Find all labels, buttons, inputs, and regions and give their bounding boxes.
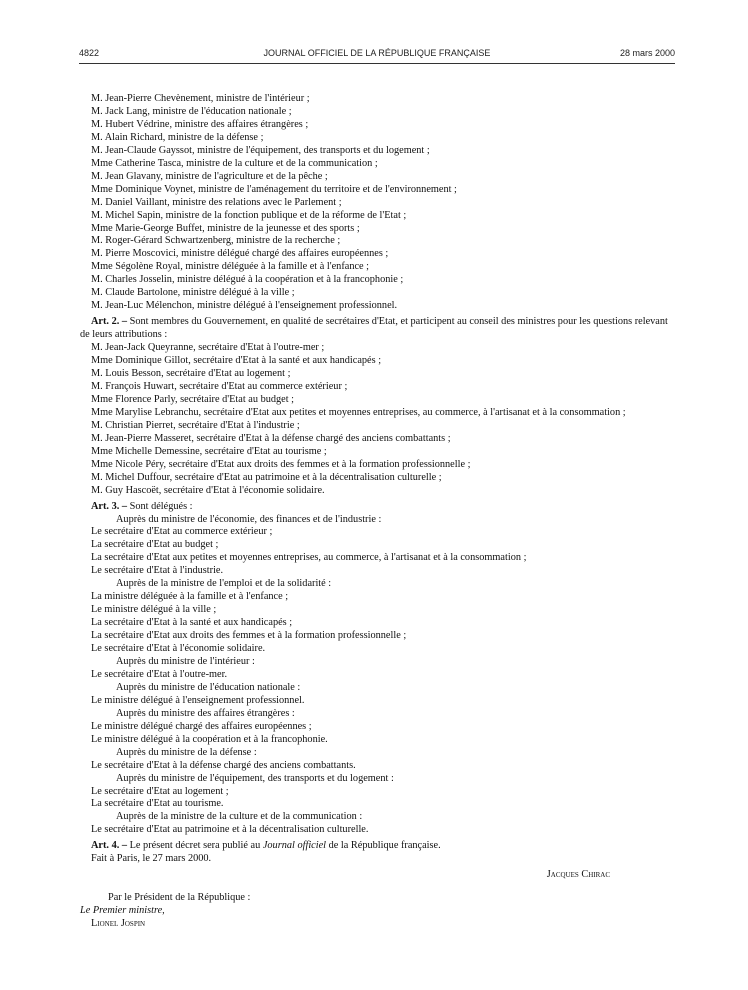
list-item: M. Claude Bartolone, ministre délégué à la ville ;: [91, 287, 295, 299]
list-item: M. Jack Lang, ministre de l'éducation nationale ;: [91, 105, 292, 117]
journal-title: JOURNAL OFFICIEL DE LA RÉPUBLIQUE FRANÇAISE: [263, 48, 491, 58]
article-4: [80, 840, 676, 853]
article-4-text-end: de la République française.: [326, 840, 441, 852]
list-item: M. Jean Glavany, ministre de l'agriculture et de la pêche ;: [91, 170, 328, 182]
group-title: Auprès du ministre de l'économie, des finances et de l'industrie :: [116, 513, 382, 525]
article-2: [80, 316, 676, 342]
list-item: M. Jean-Claude Gayssot, ministre de l'équipement, des transports et du logement ;: [91, 144, 430, 156]
list-item: Le secrétaire d'Etat à la défense chargé des anciens combattants.: [91, 759, 356, 771]
delegation-group: [80, 708, 676, 747]
list-item: M. Daniel Vaillant, ministre des relations avec le Parlement ;: [91, 196, 342, 208]
list-item: M. Charles Josselin, ministre délégué à la coopération et à la francophonie ;: [91, 274, 404, 286]
list-item: Le ministre délégué à la ville ;: [91, 604, 217, 616]
list-item: Mme Dominique Voynet, ministre de l'aménagement du territoire et de l'environnement ;: [91, 183, 457, 195]
article-4-text: Le présent décret sera publié au: [129, 840, 263, 852]
delegation-group: [80, 514, 676, 579]
list-item: Mme Ségolène Royal, ministre déléguée à la famille et à l'enfance ;: [91, 261, 370, 273]
by-president: Par le Président de la République :: [108, 892, 251, 904]
list-item: La secrétaire d'Etat au tourisme.: [91, 798, 224, 810]
list-item: M. Jean-Luc Mélenchon, ministre délégué à l'enseignement professionnel.: [91, 300, 398, 312]
list-item: Mme Nicole Péry, secrétaire d'Etat aux droits des femmes et à la formation professionnelle ;: [91, 458, 471, 470]
list-item: M. Jean-Pierre Masseret, secrétaire d'Etat à la défense chargé des anciens combattants ;: [91, 432, 451, 444]
group-title: Auprès de la ministre de la culture et de la communication :: [116, 811, 363, 823]
list-item: La secrétaire d'Etat aux petites et moyennes entreprises, au commerce, à l'artisanat et à la consommation ;: [91, 552, 527, 564]
decree-body: [80, 93, 676, 931]
delegation-group: [80, 656, 676, 682]
delegation-group: [80, 811, 676, 837]
list-item: Le secrétaire d'Etat au commerce extérieur ;: [91, 526, 273, 538]
list-item: M. Jean-Pierre Chevènement, ministre de l'intérieur ;: [91, 93, 310, 104]
list-item: La ministre déléguée à la famille et à l'enfance ;: [91, 591, 289, 603]
delegation-group: [80, 682, 676, 708]
list-item: Le ministre délégué chargé des affaires européennes ;: [91, 720, 312, 732]
article-2-text: Sont membres du Gouvernement, en qualité de secrétaires d'Etat, et participent au conseil des ministres pour les questions relevant de leurs attributions :: [80, 316, 668, 341]
list-item: M. François Huwart, secrétaire d'Etat au commerce extérieur ;: [91, 380, 348, 392]
list-item: La secrétaire d'Etat aux droits des femmes et à la formation professionnelle ;: [91, 630, 407, 642]
article-3-text: Sont délégués :: [129, 500, 193, 512]
done-at: Fait à Paris, le 27 mars 2000.: [91, 853, 212, 865]
list-item: Mme Catherine Tasca, ministre de la culture et de la communication ;: [91, 157, 378, 169]
list-item: M. Michel Duffour, secrétaire d'Etat au patrimoine et à la décentralisation culturelle ;: [91, 471, 442, 483]
article-2-label: Art. 2. –: [91, 316, 128, 328]
ministers-list: [80, 93, 676, 313]
list-item: Mme Marylise Lebranchu, secrétaire d'Etat aux petites et moyennes entreprises, au commerce, à l'artisanat et à la consommation ;: [91, 406, 626, 418]
article-4-journal: Journal officiel: [262, 840, 327, 852]
pm-title: Le Premier ministre,: [80, 905, 165, 917]
page-number: 4822: [79, 48, 100, 58]
list-item: M. Jean-Jack Queyranne, secrétaire d'Etat à l'outre-mer ;: [91, 342, 325, 354]
list-item: Le secrétaire d'Etat au patrimoine et à la décentralisation culturelle.: [91, 824, 369, 836]
group-title: Auprès du ministre de la défense :: [116, 746, 257, 758]
group-title: Auprès de la ministre de l'emploi et de la solidarité :: [116, 578, 332, 590]
article-3-label: Art. 3. –: [91, 500, 128, 512]
group-title: Auprès du ministre de l'éducation nationale :: [116, 681, 301, 693]
list-item: Le secrétaire d'Etat au logement ;: [91, 785, 229, 797]
list-item: Mme Michelle Demessine, secrétaire d'Etat au tourisme ;: [91, 445, 327, 457]
list-item: La secrétaire d'Etat à la santé et aux handicapés ;: [91, 617, 293, 629]
header-rule: [79, 63, 675, 64]
list-item: M. Guy Hascoët, secrétaire d'Etat à l'économie solidaire.: [91, 484, 325, 496]
president-signature: Jacques Chirac: [546, 869, 610, 881]
pm-signature: Lionel Jospin: [91, 918, 146, 930]
list-item: Le ministre délégué à l'enseignement professionnel.: [91, 694, 305, 706]
list-item: M. Alain Richard, ministre de la défense ;: [91, 131, 264, 143]
issue-date: 28 mars 2000: [619, 48, 675, 58]
list-item: M. Hubert Védrine, ministre des affaires étrangères ;: [91, 118, 309, 130]
group-title: Auprès du ministre de l'intérieur :: [116, 655, 255, 667]
list-item: M. Pierre Moscovici, ministre délégué chargé des affaires européennes ;: [91, 248, 389, 260]
group-title: Auprès du ministre de l'équipement, des transports et du logement :: [116, 772, 394, 784]
list-item: M. Christian Pierret, secrétaire d'Etat à l'industrie ;: [91, 419, 300, 431]
page-header: [79, 48, 675, 62]
list-item: Le ministre délégué à la coopération et à la francophonie.: [91, 733, 328, 745]
list-item: Mme Marie-George Buffet, ministre de la jeunesse et des sports ;: [91, 222, 360, 234]
list-item: Le secrétaire d'Etat à l'économie solidaire.: [91, 643, 266, 655]
list-item: La secrétaire d'Etat au budget ;: [91, 539, 219, 551]
secretaries-list: [80, 342, 676, 497]
list-item: Mme Dominique Gillot, secrétaire d'Etat à la santé et aux handicapés ;: [91, 355, 382, 367]
list-item: Le secrétaire d'Etat à l'outre-mer.: [91, 668, 228, 680]
list-item: M. Roger-Gérard Schwartzenberg, ministre de la recherche ;: [91, 235, 341, 247]
article-4-label: Art. 4. –: [91, 840, 128, 852]
delegation-group: [80, 578, 676, 656]
list-item: M. Michel Sapin, ministre de la fonction publique et de la réforme de l'Etat ;: [91, 209, 407, 221]
delegation-group: [80, 747, 676, 773]
article-3: [80, 501, 676, 514]
list-item: Mme Florence Parly, secrétaire d'Etat au budget ;: [91, 393, 295, 405]
group-title: Auprès du ministre des affaires étrangères :: [116, 707, 295, 719]
list-item: Le secrétaire d'Etat à l'industrie.: [91, 565, 224, 577]
list-item: M. Louis Besson, secrétaire d'Etat au logement ;: [91, 368, 291, 380]
delegation-group: [80, 773, 676, 812]
